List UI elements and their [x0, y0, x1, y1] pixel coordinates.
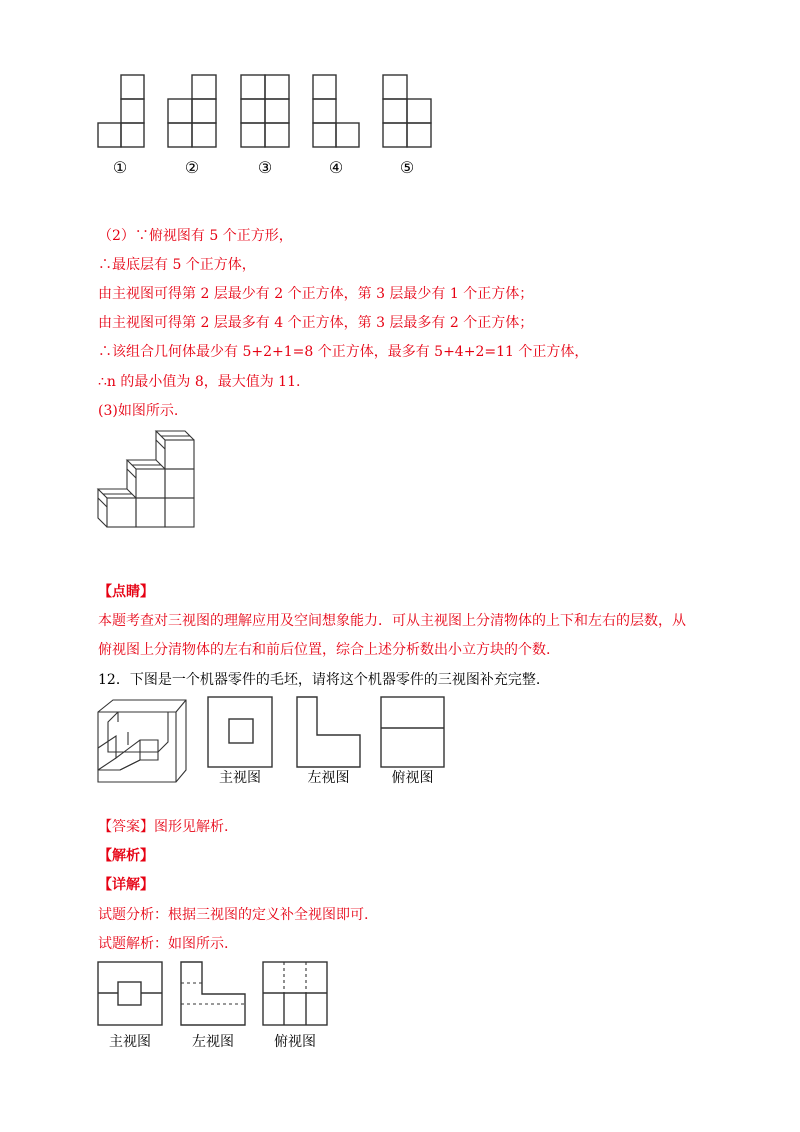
part2-line-6: ∴n 的最小值为 8，最大值为 11. [98, 374, 301, 390]
answer-front-view [98, 962, 162, 1025]
question-12-text: 12．下图是一个机器零件的毛坯，请将这个机器零件的三视图补充完整. [98, 672, 541, 688]
answer-left-view [181, 962, 245, 1025]
view-label-4: ④ [328, 158, 344, 177]
q12-caption-front: 主视图 [219, 770, 261, 786]
answer-caption-left: 左视图 [192, 1034, 234, 1050]
answer-line: 【答案】图形见解析. [98, 819, 229, 835]
view-label-5: ⑤ [399, 158, 415, 177]
answer-top-view [263, 962, 327, 1025]
dianjing-line-2: 俯视图上分清物体的左右和前后位置，综合上述分析数出小立方块的个数. [98, 642, 551, 658]
detail-title: 【详解】 [98, 877, 154, 893]
part2-line-2: ∴最底层有 5 个正方体， [98, 257, 256, 273]
part2-line-1: （2）∵俯视图有 5 个正方形， [98, 228, 293, 244]
answer-caption-top: 俯视图 [274, 1034, 316, 1050]
analysis-line-2: 试题解析：如图所示. [98, 936, 229, 952]
analysis-line-1: 试题分析：根据三视图的定义补全视图即可. [98, 907, 369, 923]
part3-line: (3)如图所示. [98, 403, 179, 419]
dianjing-line-1: 本题考查对三视图的理解应用及空间想象能力．可从主视图上分清物体的上下和左右的层数，从 [98, 613, 686, 629]
view-label-2: ② [184, 158, 200, 177]
part2-line-5: ∴该组合几何体最少有 5+2+1=8 个正方体，最多有 5+4+2=11 个正方体， [98, 344, 589, 360]
dianjing-title: 【点睛】 [98, 584, 154, 600]
view-label-3: ③ [257, 158, 273, 177]
q12-caption-top: 俯视图 [391, 770, 434, 786]
answer-caption-front: 主视图 [109, 1034, 151, 1050]
q12-caption-left: 左视图 [307, 770, 350, 786]
view-label-1: ① [112, 158, 128, 177]
part2-line-3: 由主视图可得第 2 层最少有 2 个正方体，第 3 层最少有 1 个正方体； [98, 286, 534, 302]
analysis-title: 【解析】 [98, 848, 154, 864]
part2-line-4: 由主视图可得第 2 层最多有 4 个正方体，第 3 层最多有 2 个正方体； [98, 315, 534, 331]
